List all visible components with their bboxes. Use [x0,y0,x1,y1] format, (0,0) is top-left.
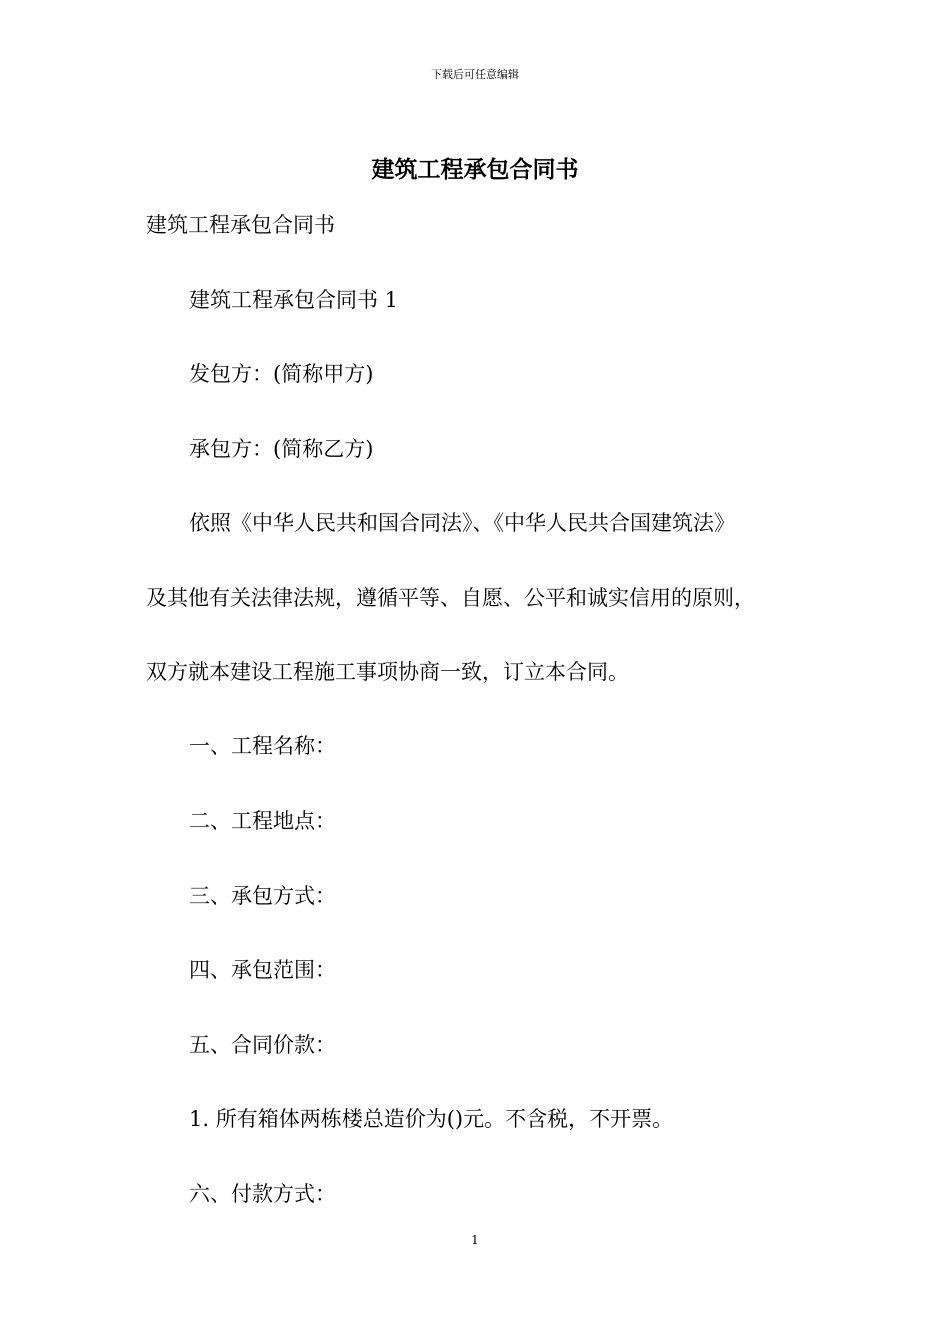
party-b-line: 承包方：(简称乙方) [189,437,374,461]
page-number: 1 [471,1233,479,1247]
contract-heading: 建筑工程承包合同书 1 [189,288,399,312]
clause-contract-scope: 四、承包范围： [189,958,336,982]
clause-project-name: 一、工程名称： [189,734,336,758]
subtitle-line: 建筑工程承包合同书 [146,213,335,237]
party-a-line: 发包方：(简称甲方) [189,362,374,386]
preamble-line-1: 依照《中华人民共和国合同法》、《中华人民共合国建筑法》 [189,511,735,535]
clause-contract-price: 五、合同价款： [189,1033,336,1057]
clause-contract-method: 三、承包方式： [189,884,336,908]
clause-payment-method: 六、付款方式： [189,1182,336,1206]
price-item-1: 1. 所有箱体两栋楼总造价为()元。不含税，不开票。 [189,1107,674,1131]
page-header-note: 下载后可任意编辑 [431,68,519,81]
preamble-line-3: 双方就本建设工程施工事项协商一致，订立本合同。 [146,660,629,684]
preamble-line-2: 及其他有关法律法规，遵循平等、自愿、公平和诚实信用的原则， [146,586,755,610]
document-title: 建筑工程承包合同书 [371,156,579,183]
clause-project-location: 二、工程地点： [189,809,336,833]
